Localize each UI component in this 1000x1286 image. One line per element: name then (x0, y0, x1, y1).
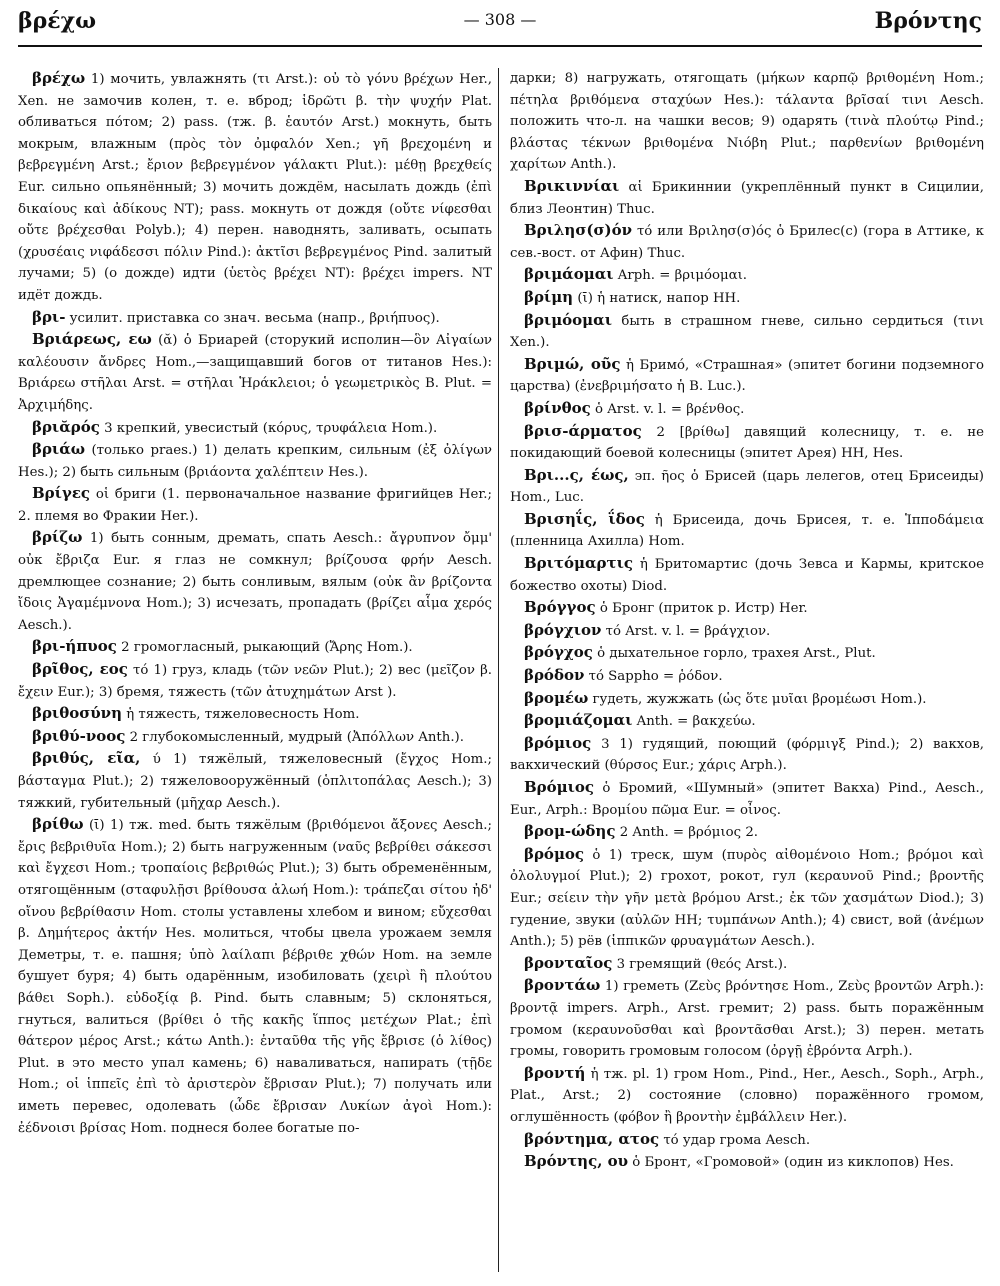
dictionary-entry (510, 975, 984, 1062)
entry-definition: αἱ Брикиннии (укреплённый пункт в Сицилии, близ Леонтин) Thuc. (510, 179, 984, 217)
entry-definition: τό удар грома Aesch. (659, 1132, 811, 1148)
entry-headword: βρόδον (524, 666, 585, 685)
dictionary-entry (510, 310, 984, 354)
entry-definition: (ῑ) 1) тж. med. быть тяжёлым (βριθόμενοι ἄξονες Aesch.; ἔρις βεβριθυῖα Hom.); 2) быть нагруженным (ναῦς βεβρίθει σάκεσσι καὶ ἔγχεσι Hom.; τροπαίοις βεβριθώς Plut.); 3) быть обременённым, отягощённым (σταφυλῇσι βρίθουσα ἀλωή Hom.): τράπεζαι σίτου ἠδ' οἴνου βεβρίθασιν Hom. столы уставлены хлебом и вином; εὔχεσθαι β. Δημήτερος ἀκτήν Hes. молиться, чтобы цвела урожаем земля Деметры, т. е. пашня; ὑπὸ λαίλαπι βέβριθε χθών Hom. на земле бушует буря; 4) быть одарённым, изобиловать (χειρὶ ἢ πλούτου βάθει Soph.). εὐδοξίᾳ β. Pind. быть славным; 5) склоняться, гнуться, валиться (βρίθει ὁ τῆς κακῆς ἵππος μετέχων Plat.; ἐπὶ θάτερον μέρος Arst.; κάτω Anth.): ἐνταῦθα τῆς γῆς ἔβρισε (ὁ λίθος) Plut. в это место упал камень; 6) наваливаться, напирать (τῇδε Hom.; οἱ ἱππεῖς ἐπὶ τὸ ἀριστερὸν ἔβρισαν Plut.); 7) получать или иметь перевес, одолевать (ὧδε ἔβρισαν Λυκίων ἀγοὶ Hom.): ἐέδνοισι βρίσας Hom. поднеся более богатые по- (18, 818, 492, 1136)
entry-definition: Anth. = βακχεύω. (632, 714, 756, 730)
entry-headword: Βρικιννίαι (524, 176, 620, 195)
left-column (18, 68, 492, 1139)
entry-headword: βρίμη (524, 287, 574, 306)
dictionary-entry (510, 597, 984, 620)
entry-definition: 3 крепкий, увесистый (κόρυς, τρυφάλεια Hom.). (99, 420, 438, 436)
entry-headword: βρέχω (32, 69, 86, 87)
entry-headword: βρῖθος, εος (32, 660, 128, 679)
entry-definition: 1) мочить, увлажнять (τι Arst.): οὐ τὸ γόνυ βρέχων Her., Xen. не замочив колен, т. е. вброд; ἱδρῶτι β. τὴν ψυχήν Plat. обливаться пóтом; 2) pass. (тж. β. ἑαυτόν Arst.) мокнуть, быть мокрым, влажным (πρὸς τὸν ὀμφαλόν Xen.; γῆ βρεχομένη и βεβρεγμένη Arst.; ἔριον βεβρεγμένον γάλακτι Plut.): μέθῃ βρεχθείς Eur. сильно опьянённый; 3) мочить дождём, насылать дождь (ἐπὶ δικαίους καὶ ἀδίκους NT); pass. мокнуть от дождя (οὔτε νίφεσθαι οὔτε βρέχεσθαι Polyb.); 4) перен. наводнять, заливать, осыпать (χρυσέαις νιφάδεσσι πόλιν Pind.): ἀκτῖσι βεβρεγμένος Pind. залитый лучами; 5) (о дожде) идти (ὑετὸς βρέχει NT): βρέχει impers. NT идёт дождь. (18, 72, 492, 303)
entry-definition: ὁ Arst. v. l. = βρένθος. (590, 401, 745, 417)
entry-headword: βριθοσύνη (32, 704, 122, 723)
entry-definition: ὁ 1) треск, шум (πυρὸς αἰθομένοιο Hom.; βρόμοι καὶ ὀλολυγμοί Plut.); 2) грохот, рокот, гул (κεραυνοῦ Pind.; βροντῆς Eur.; σείειν τὴν γῆν μετὰ βρόμου Arst.; ἐκ τῶν χασμάτων Diod.); 3) гудение, звуки (αὐλῶν НН; τυμπάνων Anth.); 4) свист, вой (ἀνέμων Anth.); 5) рёв (ἱππικῶν φρυαγμάτων Aesch.). (510, 847, 984, 950)
entry-definition: ἡ тж. pl. 1) гром Hom., Pind., Her., Aesch., Soph., Arph., Plat., Arst.; 2) состояние (словно) поражённого громом, оглушённость (φόβον ἢ βροντὴν ἐμβάλλειν Her.). (510, 1066, 984, 1125)
entry-definition: ὁ Бронг (приток р. Истр) Her. (595, 601, 808, 617)
dictionary-entry (510, 777, 984, 821)
entry-definition: 3 1) гудящий, поющий (φόρμιγξ Pind.); 2) вакхов, вакхический (θύρσος Eur.; χάρις Arph.). (510, 736, 984, 774)
entry-definition: 1) быть сонным, дремать, спать Aesch.: ἄγρυπνον ὄμμ' οὐκ ἔβριζα Eur. я глаз не сомкнул; βρίζουσα φρήν Aesch. дремлющее сознание; 2) быть сонливым, вялым (οὐκ ἂν βρίζοντα ἴδοις Ἀγαμέμνονα Hom.); 3) исчезать, пропадать (βρίζει αἷμα χερός Aesch.). (18, 531, 492, 633)
entry-headword: βριθύς, εῖα, (32, 749, 141, 768)
entry-headword: βρομ-ώδης (524, 822, 616, 841)
entry-headword: βριθύ-νοος (32, 726, 126, 745)
entry-headword: βρισ-άρματος (524, 421, 642, 440)
dictionary-entry (18, 748, 492, 814)
entry-definition: τό Sappho = ῥόδον. (584, 669, 723, 685)
header-rule (18, 45, 982, 47)
entry-headword: βριᾰρός (32, 417, 100, 436)
entry-headword: Βρόμιος (524, 778, 595, 796)
entry-headword: βριάω (32, 440, 86, 459)
entry-definition: ύ 1) тяжёлый, тяжеловесный (ἔγχος Hom.; βάσταγμα Plut.); 2) тяжеловооружённый (ὁπλιτοπάλας Aesch.); 3) тяжкий, губительный (μῆχαρ Aesch.). (18, 752, 492, 811)
entry-definition: 2 громогласный, рыкающий (Ἄρης Hom.). (116, 640, 413, 656)
dictionary-entry (18, 439, 492, 483)
entry-headword: βρόμιος (524, 733, 592, 752)
entry-headword: βρόγχος (524, 643, 593, 662)
entry-headword: Βριλησ(σ)όν (524, 221, 633, 240)
entry-headword: βρίνθος (524, 398, 591, 417)
dictionary-entry (510, 665, 984, 688)
entry-definition: 2 [βρίθω] давящий колесницу, т. е. не покидающий боевой колесницы (эпитет Арея) НН, Hes. (510, 424, 984, 462)
entry-definition: 2 глубокомысленный, мудрый (Ἀπόλλων Anth.). (125, 729, 464, 745)
dictionary-entry (510, 287, 984, 310)
entry-definition: τό 1) груз, кладь (τῶν νεῶν Plut.); 2) вес (μεῖζον β. ἔχειν Eur.); 3) бремя, тяжесть (τῶν ἀτυχημάτων Arst ). (18, 663, 492, 700)
entry-definition: (ῑ) ἡ натиск, напор НН. (573, 290, 741, 306)
dictionary-entry (510, 642, 984, 665)
page-header (18, 8, 982, 38)
dictionary-entry (510, 354, 984, 398)
entry-definition: οἱ бриги (1. первоначальное название фригийцев Her.; 2. племя во Фракии Her.). (18, 487, 492, 524)
dictionary-entry (18, 307, 492, 330)
dictionary-entry (510, 176, 984, 220)
entry-headword: βρομέω (524, 688, 589, 707)
entry-definition: (только praes.) 1) делать крепким, сильным (ἐξ ὀλίγων Hes.); 2) быть сильным (βριάοντα χαλέπτειν Hes.). (18, 443, 492, 480)
header-right-word: Βρόντης (874, 8, 982, 34)
entry-definition: усилит. приставка со знач. весьма (напр., βριήπυος). (65, 310, 440, 326)
entry-headword: βρίθω (32, 815, 84, 834)
dictionary-entry (18, 68, 492, 307)
entry-headword: βρι-ήπυος (32, 637, 117, 656)
entry-definition: 3 гремящий (θεός Arst.). (612, 956, 788, 972)
dictionary-entry (510, 220, 984, 264)
entry-headword: Βρόντης, ου (524, 1152, 629, 1171)
dictionary-entry (18, 703, 492, 726)
entry-definition: ἡ тяжесть, тяжеловесность Hom. (122, 707, 360, 723)
dictionary-entry (18, 483, 492, 527)
entry-headword: Βριτόμαρτις (524, 554, 633, 573)
entry-definition: 1) греметь (Ζεὺς βρόντησε Hom., Ζεὺς βροντῶν Arph.): βροντᾷ impers. Arph., Arst. гремит; 2) pass. быть поражённым громом (κεραυνοῦσθαι καὶ βροντᾶσθαι Arst.); 3) перен. метать громы, говорить громовым голосом (ὀργῇ ἐβρόντα Arph.). (510, 979, 984, 1060)
right-column (510, 68, 984, 1174)
dictionary-entry (510, 68, 984, 176)
entry-definition: эп. ῆος ὁ Брисей (царь лелегов, отец Брисеиды) Hom., Luc. (510, 468, 984, 506)
entry-definition: τό или Βριλησ(σ)ός ὁ Брилес(с) (гора в Аттике, к сев.-вост. от Афин) Thuc. (510, 224, 984, 261)
entry-definition: Arph. = βριμόομαι. (613, 268, 748, 284)
dictionary-entry (18, 636, 492, 659)
dictionary-entry (18, 726, 492, 749)
entry-headword: Βριάρεως, εω (32, 330, 152, 349)
entry-headword: βρι- (32, 307, 66, 326)
dictionary-entry (510, 1129, 984, 1152)
dictionary-entry (18, 814, 492, 1139)
entry-definition: τό Arst. v. l. = βράγχιον. (601, 623, 771, 639)
entry-definition: ὁ дыхательное горло, трахея Arst., Plut. (592, 646, 876, 662)
dictionary-entry (510, 264, 984, 287)
column-separator (498, 68, 499, 1272)
entry-headword: βρομιάζομαι (524, 711, 633, 730)
entry-definition: (ᾰ) ὁ Бриарей (сторукий исполин—ὃν Αἰγαίων καλέουσιν ἄνδρες Hom.,—защищавший богов от титанов Hes.): Βριάρεω στῆλαι Arst. = στῆλαι Ἡράκλειοι; ὁ γεωμετρικὸς Β. Plut. = Ἀρχιμήδης. (18, 333, 492, 413)
entry-definition: ἡ Бримó, «Страшная» (эпитет богини подземного царства) (ἐνεβριμήσατο ἡ Β. Luc.). (510, 357, 984, 395)
entry-headword: βρίζω (32, 528, 83, 547)
dictionary-entry (18, 329, 492, 416)
dictionary-entry (510, 398, 984, 421)
dictionary-entry (510, 733, 984, 777)
entry-headword: Βρισηΐς, ΐδος (524, 509, 645, 528)
entry-headword: βριμάομαι (524, 265, 614, 284)
dictionary-entry (18, 527, 492, 636)
dictionary-entry (510, 509, 984, 553)
dictionary-entry (510, 620, 984, 643)
entry-definition: быть в страшном гневе, сильно сердиться (τινι Xen.). (510, 313, 984, 351)
entry-headword: βροντή (524, 1063, 586, 1082)
entry-headword: βριμόομαι (524, 310, 612, 329)
entry-headword: Βρι...ς, έως, (524, 465, 629, 484)
page-number: — 308 — (463, 10, 537, 29)
entry-definition: 2 Anth. = βρόμιος 2. (615, 825, 759, 841)
dictionary-entry (510, 421, 984, 465)
entry-definition: ἡ Бритомартис (дочь Зевса и Кармы, критское божество охоты) Diod. (510, 557, 984, 594)
entry-headword: βρόγχιον (524, 620, 602, 639)
dictionary-entry (510, 1151, 984, 1174)
dictionary-entry (510, 710, 984, 733)
header-left-word: βρέχω (18, 8, 97, 34)
entry-headword: βρονταῖος (524, 953, 613, 972)
dictionary-entry (510, 1063, 984, 1129)
entry-headword: Βριμώ, οῦς (524, 354, 621, 373)
dictionary-entry (18, 417, 492, 440)
dictionary-entry (18, 659, 492, 703)
dictionary-entry (510, 688, 984, 711)
dictionary-entry (510, 465, 984, 509)
entry-headword: βρόμος (524, 844, 585, 863)
dictionary-entry (510, 553, 984, 597)
entry-headword: Βρίγες (32, 484, 91, 503)
dictionary-entry (510, 821, 984, 844)
entry-definition: ὁ Бромий, «Шумный» (эпитет Вакха) Pind., Aesch., Eur., Arph.: Βρομίου πῶμα Eur. = οἶνος. (510, 781, 984, 818)
entry-definition: ἡ Брисеида, дочь Брисея, т. е. Ἱπποδάμεια (пленница Ахилла) Hom. (510, 512, 984, 550)
entry-definition: ὁ Бронт, «Громовой» (один из киклопов) Hes. (628, 1155, 954, 1171)
entry-definition: дарки; 8) нагружать, отягощать (μήκων καρπῷ βριθομένη Hom.; πέτηλα βριθόμενα σταχύων Hes.): τάλαντα βρῖσαί τινι Aesch. положить что-л. на чашки весов; 9) одарять (τινὰ πλούτῳ Pind.; βλάστας τέκνων βριθομένα Νιόβη Plut.; παρθενίων βριθομένη χαρίτων Anth.). (510, 71, 984, 173)
dictionary-entry (510, 953, 984, 976)
entry-headword: Βρόγγος (524, 598, 596, 617)
entry-headword: βρόντημα, ατος (524, 1129, 660, 1148)
entry-definition: гудеть, жужжать (ὡς ὅτε μυῖαι βρομέωσι Hom.). (588, 691, 927, 707)
entry-headword: βροντάω (524, 976, 601, 995)
dictionary-entry (510, 844, 984, 953)
